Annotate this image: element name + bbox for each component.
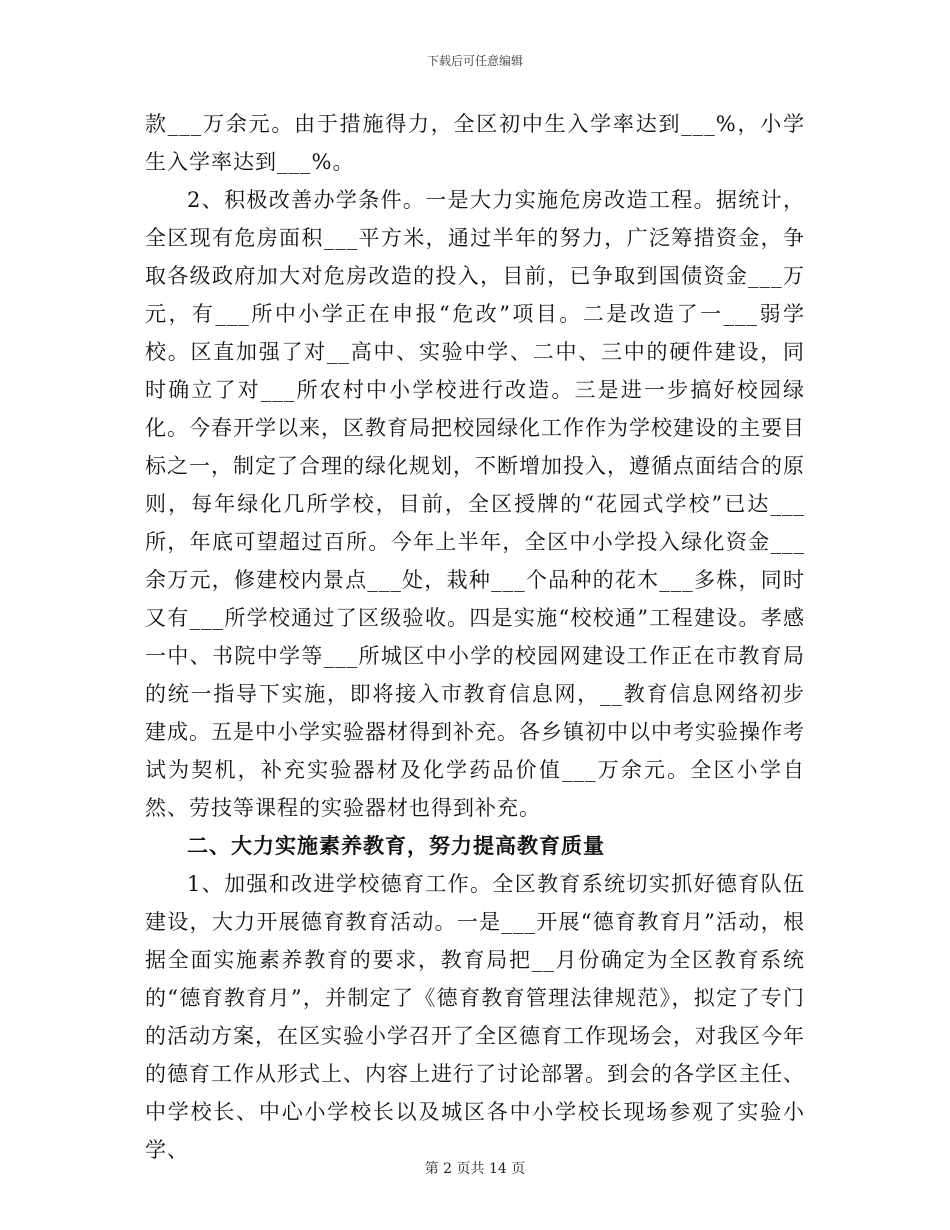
page-footer: 第 2 页共 14 页: [424, 1161, 526, 1177]
paragraph-moral-education: 1、加强和改进学校德育工作。全区教育系统切实抓好德育队伍建设，大力开展德育教育活动。一是___开展“德育教育月”活动，根据全面实施素养教育的要求，教育局把__月份确定为全区教育系统的“德育教育月”，并制定了《德育教育管理法律规范》，拟定了专门的活动方案，在区实验小学召开了全区德育工作现场会，对我区今年的德育工作从形式上、内容上进行了讨论部署。到会的各学区主任、中学校长、中心小学校长以及城区各中小学校长现场参观了实验小学、: [145, 872, 805, 1162]
paragraph-continuation: 款___万余元。由于措施得力，全区初中生入学率达到___%，小学生入学率达到___%。: [145, 112, 805, 174]
page-header: 下载后可任意编辑: [426, 54, 523, 68]
paragraph-school-conditions: 2、积极改善办学条件。一是大力实施危房改造工程。据统计，全区现有危房面积___平方米，通过半年的努力，广泛筹措资金，争取各级政府加大对危房改造的投入，目前，已争取到国债资金___万元，有___所中小学正在申报“危改”项目。二是改造了一___弱学校。区直加强了对__高中、实验中学、二中、三中的硬件建设，同时确立了对___所农村中小学校进行改造。三是进一步搞好校园绿化。今春开学以来，区教育局把校园绿化工作作为学校建设的主要目标之一，制定了合理的绿化规划，不断增加投入，遵循点面结合的原则，每年绿化几所学校，目前，全区授牌的“花园式学校”已达___所，年底可望超过百所。今年上半年，全区中小学投入绿化资金___余万元，修建校内景点___处，栽种___个品种的花木___多株，同时又有___所学校通过了区级验收。四是实施“校校通”工程建设。孝感一中、书院中学等___所城区中小学的校园网建设工作正在市教育局的统一指导下实施，即将接入市教育信息网，__教育信息网络初步建成。五是中小学实验器材得到补充。各乡镇初中以中考实验操作考试为契机，补充实验器材及化学药品价值___万余元。全区小学自然、劳技等课程的实验器材也得到补充。: [145, 188, 805, 820]
document-body: [145, 105, 805, 1169]
section-heading: 二、大力实施素养教育，努力提高教育质量: [187, 833, 605, 858]
